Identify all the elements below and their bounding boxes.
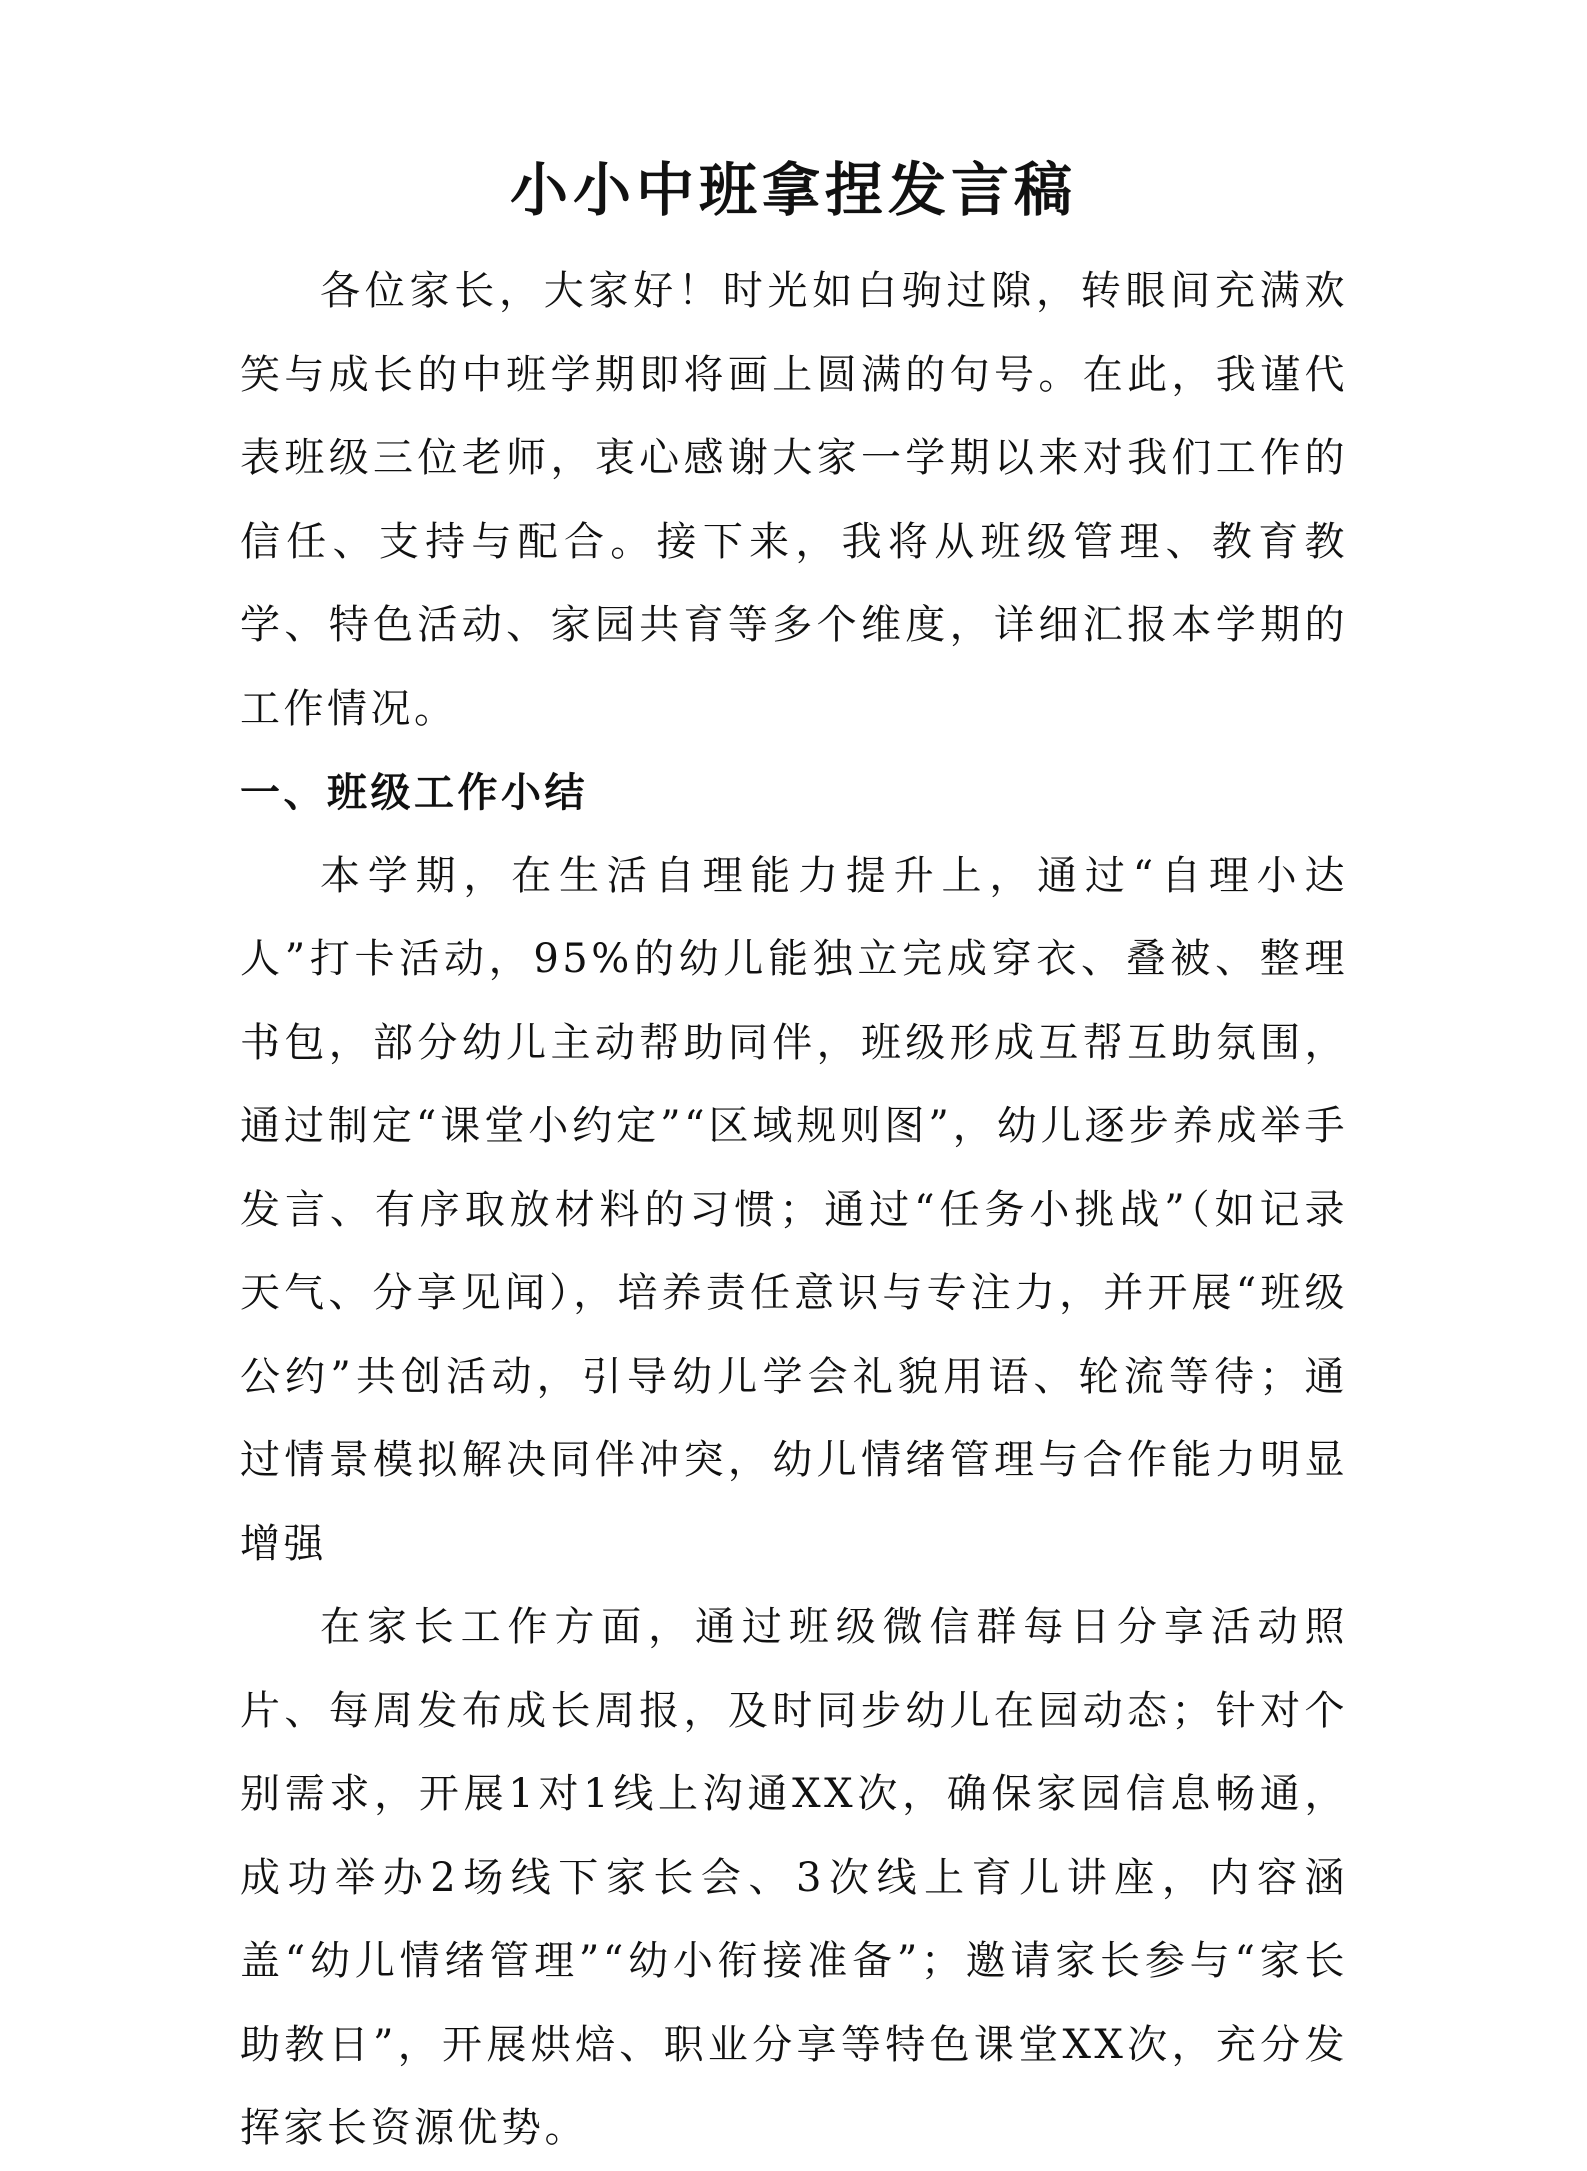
section-paragraph-2: 在家长工作方面，通过班级微信群每日分享活动照片、每周发布成长周报，及时同步幼儿在园动态；针对个别需求，开展1对1线上沟通XX次，确保家园信息畅通，成功举办2场线下家长会、3次线上育儿讲座，内容涵盖“幼儿情绪管理”“幼小衔接准备”；邀请家长参与“家长助教日”，开展烘焙、职业分享等特色课堂XX次，充分发挥家长资源优势。 bbox=[240, 1604, 1348, 2151]
document-title: 小小中班拿捏发言稿 bbox=[509, 156, 1077, 224]
intro-paragraph: 各位家长，大家好！时光如白驹过隙，转眼间充满欢笑与成长的中班学期即将画上圆满的句号。在此，我谨代表班级三位老师，衷心感谢大家一学期以来对我们工作的信任、支持与配合。接下来，我将从班级管理、教育教学、特色活动、家园共育等多个维度，详细汇报本学期的工作情况。 bbox=[240, 268, 1348, 732]
section-heading: 一、班级工作小结 bbox=[240, 769, 588, 816]
document-body bbox=[240, 250, 1348, 2171]
section-paragraph-1: 本学期，在生活自理能力提升上，通过“自理小达人”打卡活动，95%的幼儿能独立完成穿衣、叠被、整理书包，部分幼儿主动帮助同伴，班级形成互帮互助氛围，通过制定“课堂小约定”“区域规则图”，幼儿逐步养成举手发言、有序取放材料的习惯；通过“任务小挑战”（如记录天气、分享见闻），培养责任意识与专注力，并开展“班级公约”共创活动，引导幼儿学会礼貌用语、轮流等待；通过情景模拟解决同伴冲突，幼儿情绪管理与合作能力明显增强 bbox=[240, 852, 1348, 1567]
